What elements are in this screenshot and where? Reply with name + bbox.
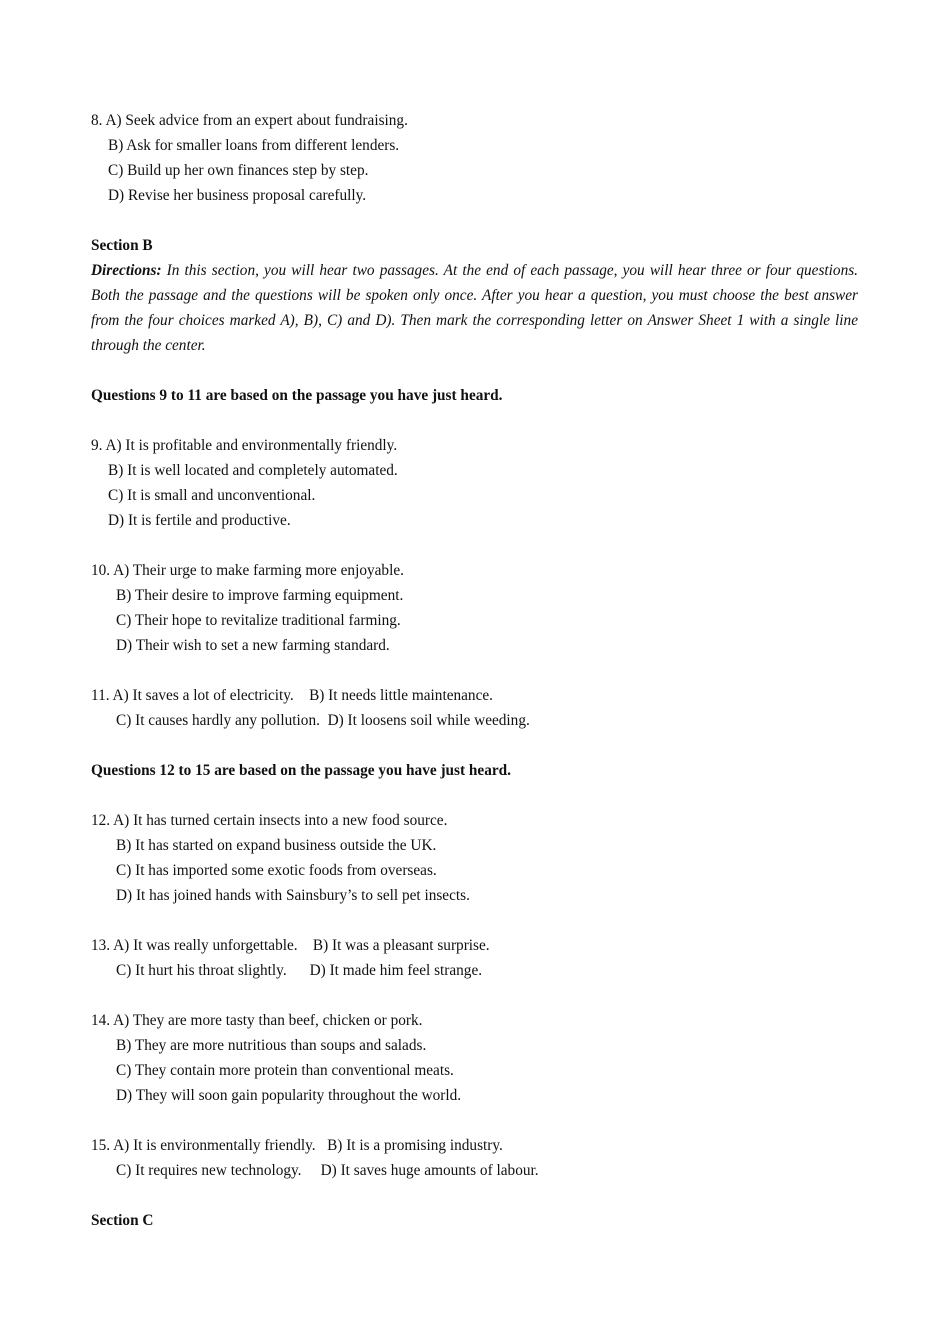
q8-option-c: C) Build up her own finances step by step. <box>108 162 369 179</box>
q11-row-1 <box>91 683 858 708</box>
q13-option-d: D) It made him feel strange. <box>309 962 483 979</box>
q12-option-a: 12. A) It has turned certain insects into a new food source. <box>91 812 448 829</box>
question-12 <box>91 808 858 908</box>
q10-option-d: D) Their wish to set a new farming standard. <box>116 637 390 654</box>
question-9 <box>91 433 858 533</box>
q15-option-a: 15. A) It is environmentally friendly. <box>91 1137 316 1154</box>
q12-option-b: B) It has started on expand business outside the UK. <box>116 837 437 854</box>
question-8 <box>91 108 858 208</box>
q14-option-b: B) They are more nutritious than soups and salads. <box>116 1037 427 1054</box>
q9-option-c: C) It is small and unconventional. <box>108 487 316 504</box>
questions-9-11-heading: Questions 9 to 11 are based on the passage you have just heard. <box>91 387 503 404</box>
spacer <box>91 208 858 233</box>
spacer <box>91 358 858 383</box>
q12-option-d: D) It has joined hands with Sainsbury’s to sell pet insects. <box>116 887 470 904</box>
q11-option-c: C) It causes hardly any pollution. <box>116 712 320 729</box>
q10-option-c: C) Their hope to revitalize traditional farming. <box>116 612 401 629</box>
q13-option-c: C) It hurt his throat slightly. <box>116 962 287 979</box>
spacer <box>91 1108 858 1133</box>
q12-option-c: C) It has imported some exotic foods from overseas. <box>116 862 437 879</box>
spacer <box>91 658 858 683</box>
q15-row-2 <box>91 1158 858 1183</box>
questions-12-15-heading: Questions 12 to 15 are based on the passage you have just heard. <box>91 762 511 779</box>
question-10 <box>91 558 858 658</box>
spacer <box>91 733 858 758</box>
q9-option-a: 9. A) It is profitable and environmentally friendly. <box>91 437 398 454</box>
directions-label: Directions: <box>91 262 162 279</box>
spacer <box>91 983 858 1008</box>
q11-option-a: 11. A) It saves a lot of electricity. <box>91 687 294 704</box>
q13-option-b: B) It was a pleasant surprise. <box>312 937 490 954</box>
q11-row-2 <box>91 708 858 733</box>
document-page <box>91 108 858 1233</box>
q9-option-d: D) It is fertile and productive. <box>108 512 291 529</box>
q14-option-c: C) They contain more protein than conventional meats. <box>116 1062 454 1079</box>
q15-option-d: D) It saves huge amounts of labour. <box>320 1162 539 1179</box>
q15-row-1 <box>91 1133 858 1158</box>
spacer <box>91 1183 858 1208</box>
q8-option-a: 8. A) Seek advice from an expert about fundraising. <box>91 112 408 129</box>
question-15 <box>91 1133 858 1183</box>
q14-option-a: 14. A) They are more tasty than beef, chicken or pork. <box>91 1012 423 1029</box>
section-c-heading: Section C <box>91 1212 154 1229</box>
q10-option-b: B) Their desire to improve farming equipment. <box>116 587 404 604</box>
spacer <box>91 783 858 808</box>
q13-option-a: 13. A) It was really unforgettable. <box>91 937 298 954</box>
q11-option-b: B) It needs little maintenance. <box>309 687 493 704</box>
directions-text: In this section, you will hear two passages. At the end of each passage, you will hear three or four questions. Both the passage and the questions will be spoken only once. After you hear a question, you must choose the best answer from the four choices marked A), B), C) and D). Then mark the corresponding letter on Answer Sheet 1 with a single line through the center. <box>91 262 858 354</box>
q13-row-1 <box>91 933 858 958</box>
q13-row-2 <box>91 958 858 983</box>
q8-option-d: D) Revise her business proposal carefully. <box>108 187 367 204</box>
q8-option-b: B) Ask for smaller loans from different lenders. <box>108 137 400 154</box>
q15-option-b: B) It is a promising industry. <box>327 1137 503 1154</box>
spacer <box>91 908 858 933</box>
q11-option-d: D) It loosens soil while weeding. <box>327 712 530 729</box>
q15-option-c: C) It requires new technology. <box>116 1162 302 1179</box>
spacer <box>91 533 858 558</box>
q10-option-a: 10. A) Their urge to make farming more enjoyable. <box>91 562 404 579</box>
spacer <box>91 408 858 433</box>
section-b-heading: Section B <box>91 237 153 254</box>
q14-option-d: D) They will soon gain popularity throughout the world. <box>116 1087 462 1104</box>
question-11 <box>91 683 858 733</box>
q9-option-b: B) It is well located and completely automated. <box>108 462 398 479</box>
section-b-directions <box>91 258 858 358</box>
question-14 <box>91 1008 858 1108</box>
question-13 <box>91 933 858 983</box>
